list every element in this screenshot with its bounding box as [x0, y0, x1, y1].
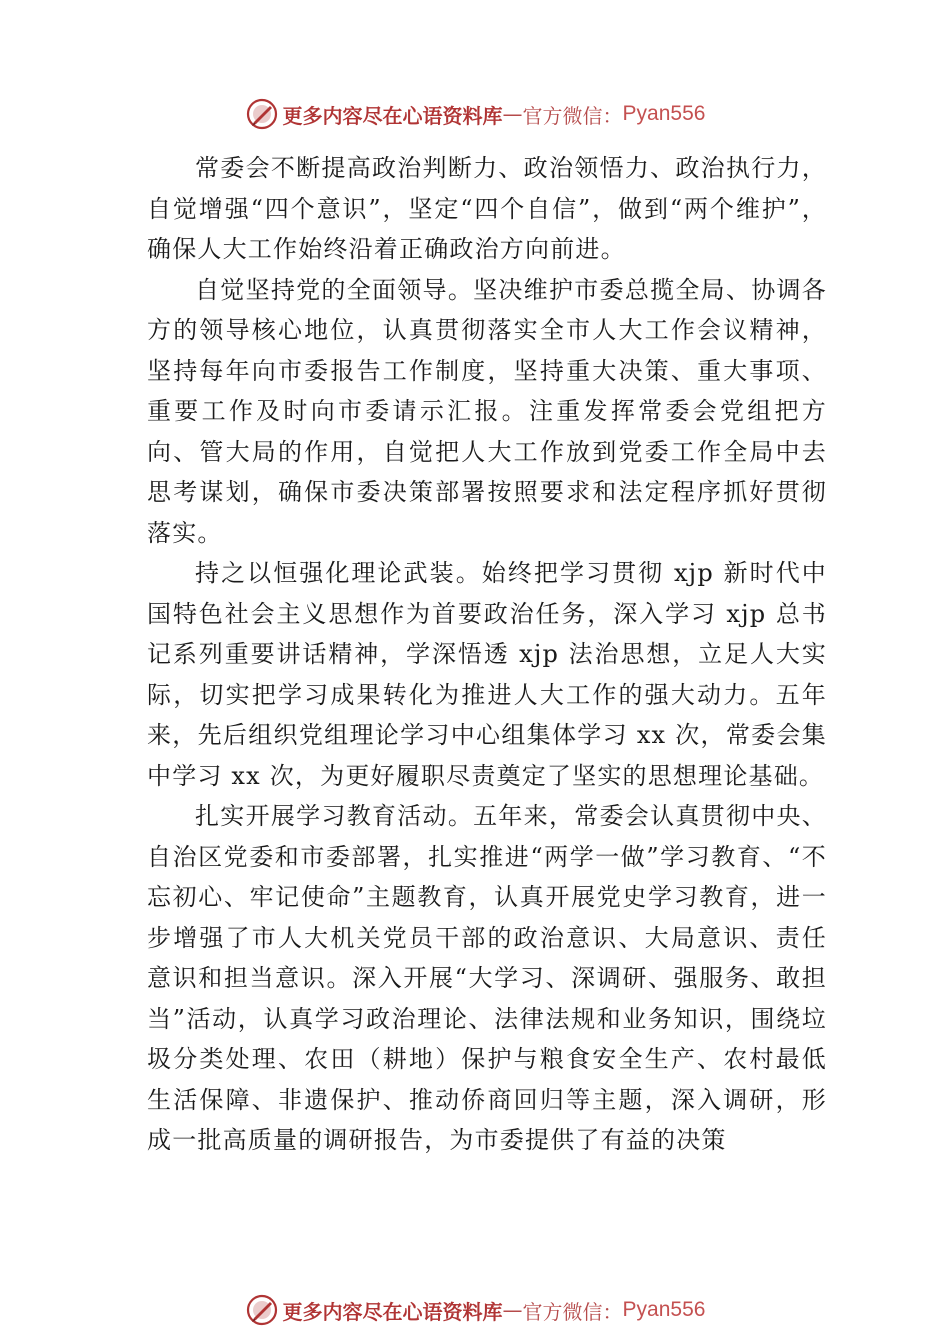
watermark-sub-text: 官方微信：	[522, 1299, 623, 1324]
paragraph-4: 扎实开展学习教育活动。五年来，常委会认真贯彻中央、自治区党委和市委部署，扎实推进“两学一做”学习教育、“不忘初心、牢记使命”主题教育，认真开展党史学习教育，进一步增强了市人大机关党员干部的政治意识、大局意识、责任意识和担当意识。深入开展“大学习、深调研、强服务、敢担当”活动，认真学习政治理论、法律法规和业务知识，围绕垃圾分类处理、农田（耕地）保护与粮食安全生产、农村最低生活保障、非遗保护、推动侨商回归等主题，深入调研，形成一批高质量的调研报告，为市委提供了有益的决策	[147, 802, 827, 1154]
watermark-dash: —	[502, 1298, 523, 1322]
pen-logo-icon	[245, 97, 279, 131]
watermark-main-text: 更多内容尽在心语资料库	[282, 103, 503, 128]
paragraph-3: 持之以恒强化理论武装。始终把学习贯彻 xjp 新时代中国特色社会主义思想作为首要政治任务，深入学习 xjp 总书记系列重要讲话精神，学深悟透 xjp 法治思想，立足人大实际，切实把学习成果转化为推进人大工作的强大动力。五年来，先后组织党组理论学习中心组集体学习 xx 次，常委会集中学习 xx 次，为更好履职尽责奠定了坚实的思想理论基础。	[147, 559, 827, 790]
watermark-wechat-id: Pyan556	[622, 102, 706, 125]
watermark-sub-text: 官方微信：	[522, 103, 623, 128]
paragraph-2: 自觉坚持党的全面领导。坚决维护市委总揽全局、协调各方的领导核心地位，认真贯彻落实全市人大工作会议精神，坚持每年向市委报告工作制度，坚持重大决策、重大事项、重要工作及时向市委请示汇报。注重发挥常委会党组把方向、管大局的作用，自觉把人大工作放到党委工作全局中去思考谋划，确保市委决策部署按照要求和法定程序抓好贯彻落实。	[147, 275, 827, 547]
watermark-dash: —	[502, 102, 523, 126]
document-body	[147, 148, 827, 1161]
paragraph-1: 常委会不断提高政治判断力、政治领悟力、政治执行力，自觉增强“四个意识”，坚定“四个自信”，做到“两个维护”，确保人大工作始终沿着正确政治方向前进。	[147, 154, 827, 263]
watermark-wechat-id: Pyan556	[622, 1298, 706, 1321]
watermark-main-text: 更多内容尽在心语资料库	[282, 1299, 503, 1324]
pen-logo-icon	[245, 1293, 279, 1327]
header-watermark	[0, 92, 950, 136]
footer-watermark	[0, 1288, 950, 1332]
